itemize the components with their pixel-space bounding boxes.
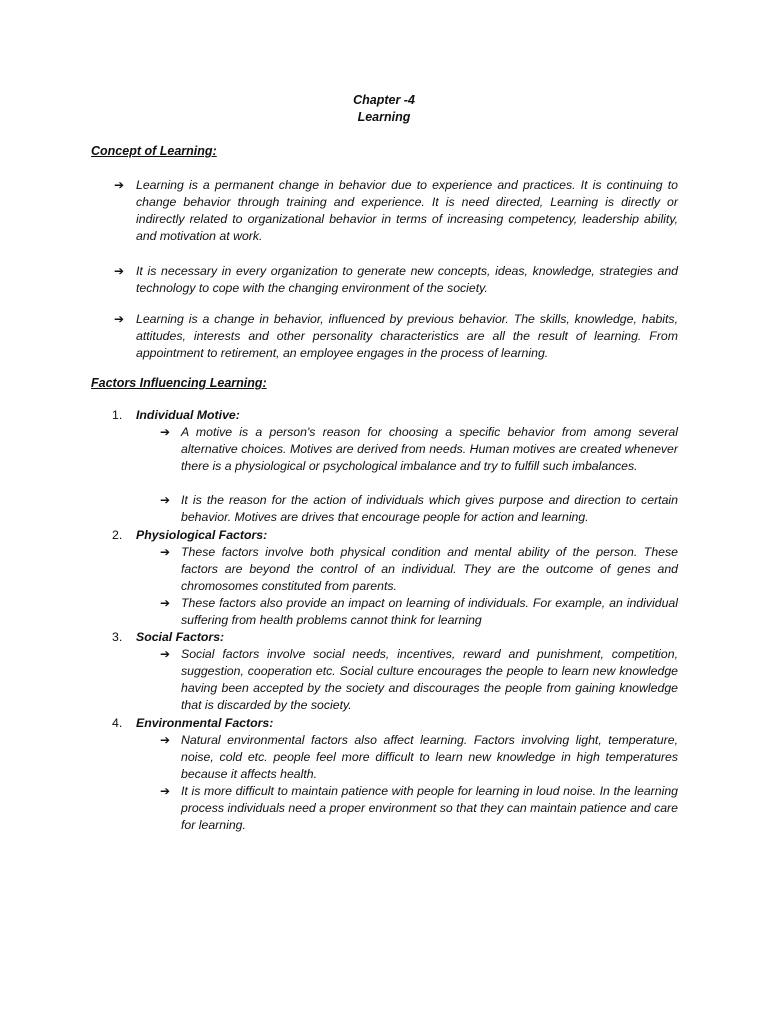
factor-title-text: Individual Motive: [136, 408, 240, 422]
section-heading-factors: Factors Influencing Learning: [91, 376, 267, 390]
concept-bullet-text: Learning is a change in behavior, influenced by previous behavior. The skills, knowledge, habits, attitudes, interests and other personality characteristics are all the result of learning. From appointment to retirement, an employee engages in the process of learning. [136, 312, 678, 360]
right-arrow-icon: ➔ [114, 264, 125, 278]
concept-bullet-text: Learning is a permanent change in behavior due to experience and practices. It is continuing to change behavior through training and experience. It is need directed, Learning is directly or indirectly related to organizational behavior in terms of increasing competency, leadership ability, and motivation at work. [136, 178, 678, 243]
factor-point [160, 544, 678, 595]
list-number: 3. [112, 630, 123, 644]
factor-point-text: It is more difficult to maintain patience with people for learning in loud noise. In the learning process individuals need a proper environment so that they can maintain patience and care for learning. [181, 784, 678, 832]
factor-point-text: Natural environmental factors also affect learning. Factors involving light, temperature, noise, cold etc. people feel more difficult to learn new knowledge in high temperatures because it affects health. [181, 733, 678, 781]
factor-point-text: A motive is a person's reason for choosing a specific behavior from among several alternative choices. Motives are derived from needs. Human motives are created whenever there is a physiological or psychological imbalance and try to fulfill such imbalances. [181, 425, 678, 473]
concept-bullet [114, 311, 678, 362]
chapter-number: Chapter -4 [353, 93, 415, 107]
factor-title [112, 715, 273, 732]
factor-point [160, 783, 678, 834]
factor-point [160, 646, 678, 714]
concept-bullet [114, 263, 678, 297]
list-number: 1. [112, 408, 123, 422]
list-number: 2. [112, 528, 123, 542]
right-arrow-icon: ➔ [160, 596, 171, 610]
chapter-title: Learning [357, 110, 411, 124]
factor-point-text: Social factors involve social needs, incentives, reward and punishment, competition, suggestion, cooperation etc. Social culture encourages the people to learn new knowledge having been accepted by the society and discourages the people from gaining knowledge that is discarded by the society. [181, 647, 678, 712]
factor-title-text: Social Factors: [136, 630, 225, 644]
right-arrow-icon: ➔ [160, 733, 171, 747]
right-arrow-icon: ➔ [160, 647, 171, 661]
right-arrow-icon: ➔ [160, 545, 171, 559]
right-arrow-icon: ➔ [114, 312, 125, 326]
factor-point-text: These factors involve both physical condition and mental ability of the person. These factors are beyond the control of an individual. They are the outcome of genes and chromosomes constituted from parents. [181, 545, 678, 593]
factor-title [112, 407, 240, 424]
factor-point-text: It is the reason for the action of individuals which gives purpose and direction to certain behavior. Motives are drives that encourage people for action and learning. [181, 493, 678, 524]
section-heading-concept: Concept of Learning: [91, 144, 217, 158]
right-arrow-icon: ➔ [114, 178, 125, 192]
right-arrow-icon: ➔ [160, 493, 171, 507]
factor-title [112, 527, 267, 544]
factor-point [160, 424, 678, 475]
factor-title-text: Physiological Factors: [136, 528, 268, 542]
concept-bullet [114, 177, 678, 245]
factor-point [160, 595, 678, 629]
factor-point-text: These factors also provide an impact on learning of individuals. For example, an individual suffering from health problems cannot think for learning [181, 596, 678, 627]
factor-title-text: Environmental Factors: [136, 716, 274, 730]
factor-point [160, 732, 678, 783]
right-arrow-icon: ➔ [160, 425, 171, 439]
right-arrow-icon: ➔ [160, 784, 171, 798]
concept-bullet-text: It is necessary in every organization to generate new concepts, ideas, knowledge, strategies and technology to cope with the changing environment of the society. [136, 264, 678, 295]
factor-title [112, 629, 224, 646]
list-number: 4. [112, 716, 123, 730]
factor-point [160, 492, 678, 526]
